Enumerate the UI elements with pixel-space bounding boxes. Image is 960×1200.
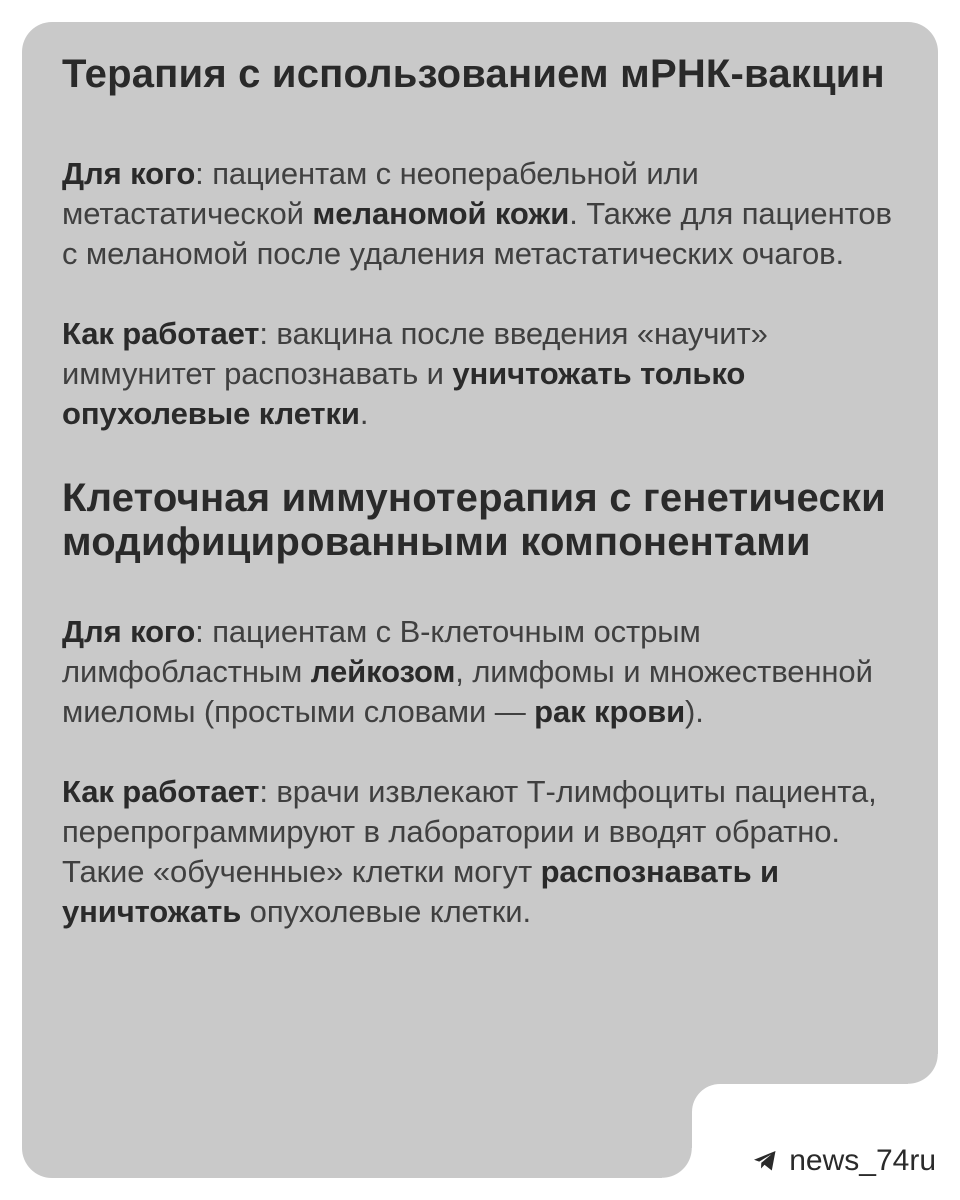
highlight-recognize-destroy: распознавать и уничтожать (62, 854, 780, 929)
how-it-works-paragraph-mrna: Как работает: вакцина после введения «научит» иммунитет распознавать и уничтожать только опухолевые клетки. (62, 316, 768, 431)
telegram-icon (753, 1150, 777, 1172)
section-title-cell-therapy: Клеточная иммунотерапия с генетически модифицированными компонентами (62, 476, 886, 564)
source-credit[interactable] (753, 1144, 936, 1178)
for-whom-label: Для кого (62, 156, 196, 191)
for-whom-label: Для кого (62, 614, 196, 649)
info-card (22, 22, 938, 1178)
for-whom-paragraph-mrna: Для кого: пациентам с неоперабельной или метастатической меланомой кожи. Также для пациентов с меланомой после удаления метастатических очагов. (62, 156, 892, 271)
highlight-melanoma: меланомой кожи (312, 196, 570, 231)
highlight-leukemia: лейкозом (310, 654, 456, 689)
for-whom-paragraph-cell: Для кого: пациентам с В-клеточным острым лимфобластным лейкозом, лимфомы и множественной миеломы (простыми словами — рак крови). (62, 614, 873, 729)
source-name: news_74ru (789, 1144, 936, 1177)
how-it-works-label: Как работает (62, 774, 260, 809)
section-title-mrna: Терапия с использованием мРНК-вакцин (62, 52, 885, 96)
highlight-blood-cancer: рак крови (534, 694, 686, 729)
how-it-works-paragraph-cell: Как работает: врачи извлекают Т-лимфоциты пациента, перепрограммируют в лаборатории и вводят обратно. Такие «обученные» клетки могут распознавать и уничтожать опухолевые клетки. (62, 774, 877, 929)
highlight-destroy-tumor: уничтожать только опухолевые клетки (62, 356, 746, 431)
how-it-works-label: Как работает (62, 316, 260, 351)
